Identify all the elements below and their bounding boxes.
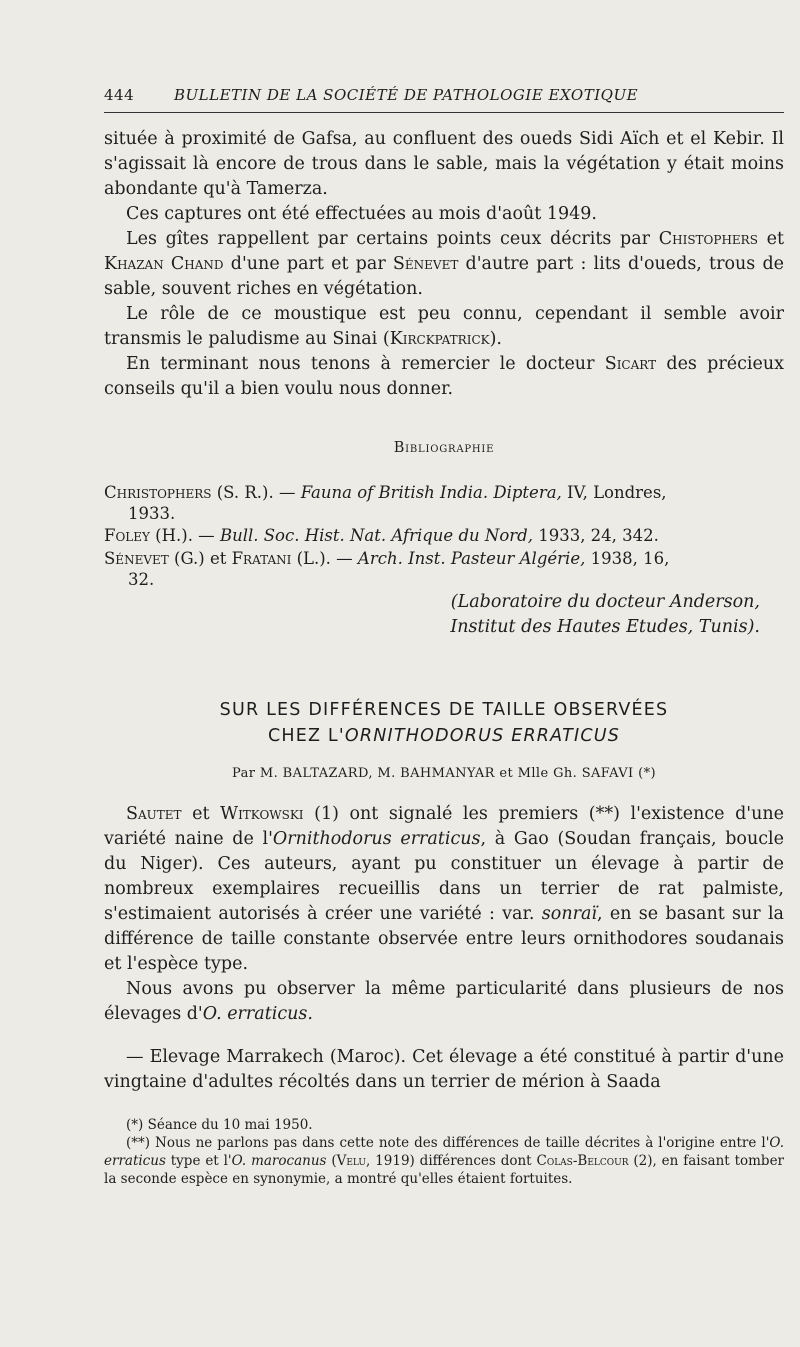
author-name: Foley [104, 526, 150, 545]
text-segment: type et l' [165, 1153, 232, 1169]
text-segment: et [757, 229, 785, 249]
affiliation-line: Institut des Hautes Etudes, Tunis). [450, 617, 760, 637]
page-number: 444 [104, 86, 135, 104]
author-name: Kirckpatrick [389, 329, 490, 349]
byline: Par M. BALTAZARD, M. BAHMANYAR et Mlle Gh. SAFAVI (*) [232, 766, 656, 781]
text-segment: et [181, 804, 221, 824]
text-segment: 1933, 24, 342. [532, 526, 659, 545]
paragraph-elevages [104, 977, 784, 1027]
author-name: Christophers [104, 483, 212, 502]
paragraph-gites [104, 227, 784, 302]
paragraph-captures: Ces captures ont été effectuées au mois d'août 1949. [126, 204, 597, 224]
text-segment: d'autre part : lits d'oueds, trous de sable, souvent riches en végétation. [104, 254, 784, 299]
author-name: Velu [336, 1153, 366, 1169]
paragraph-role [104, 302, 784, 352]
variety-name: sonraï [541, 904, 597, 924]
article-title-line: SUR LES DIFFÉRENCES DE TAILLE OBSERVÉES [219, 700, 669, 720]
text-segment: 1938, 16, [585, 549, 670, 568]
footnote-seance: (*) Séance du 10 mai 1950. [126, 1117, 313, 1133]
work-title: Bull. Soc. Hist. Nat. Afrique du Nord, [219, 526, 533, 545]
author-name: Chistophers [658, 229, 758, 249]
author-name: Khazan Chand [104, 254, 224, 274]
text-segment: Nous avons pu observer la même particularité dans plusieurs de nos élevages d' [104, 979, 784, 1024]
running-title: BULLETIN DE LA SOCIÉTÉ DE PATHOLOGIE EXOTIQUE [174, 86, 639, 104]
species-name: ORNITHODORUS ERRATICUS [344, 726, 621, 746]
author-name: Fratani [231, 549, 292, 568]
text-segment: IV, Londres, [561, 483, 667, 502]
paragraph-gafsa: située à proximité de Gafsa, au confluent des oueds Sidi Aïch et el Kebir. Il s'agissait là encore de trous dans le sable, mais la végétation y était moins abondante qu'à Tamerza. [104, 129, 784, 199]
text-segment: ( [326, 1153, 337, 1169]
footnote-differences [104, 1134, 784, 1188]
species-name: O. erraticus. [202, 1004, 313, 1024]
header-rule [104, 112, 784, 113]
paragraph-marrakech: — Elevage Marrakech (Maroc). Cet élevage a été constitué à partir d'une vingtaine d'adultes récoltés dans un terrier de mérion à Saada [104, 1047, 784, 1092]
species-name: O. erraticus [104, 1135, 784, 1169]
bibliography-entry [104, 548, 784, 590]
bib-continuation: 1933. [128, 504, 176, 523]
text-segment: , 1919) différences dont [366, 1153, 537, 1169]
author-name: Sicart [604, 354, 657, 374]
bib-line [104, 525, 784, 546]
text-segment: ). [489, 329, 502, 349]
bib-line [104, 548, 784, 569]
article-title-line [104, 726, 784, 746]
text-segment: des précieux conseils qu'il a bien voulu nous donner. [104, 354, 784, 399]
author-name: Sénevet [392, 254, 459, 274]
text-segment: d'une part et par [223, 254, 393, 274]
text-segment: (G.) et [168, 549, 232, 568]
text-segment: (H.). — [149, 526, 220, 545]
text-segment: CHEZ L' [267, 726, 345, 746]
text-segment: (L.). — [291, 549, 358, 568]
text-segment: (S. R.). — [211, 483, 301, 502]
author-name: Witkowski [220, 804, 304, 824]
text-segment: (1) ont signalé les premiers (**) l'existence d'une variété naine de l' [104, 804, 785, 849]
author-name: Sautet [126, 804, 182, 824]
species-name: Ornithodorus erraticus [272, 829, 481, 849]
bibliography-heading: Bibliographie [393, 440, 495, 456]
text-segment: , en se basant sur la différence de taille constante observée entre leurs ornithodores soudanais et l'espèce type. [104, 904, 784, 974]
affiliation-line: (Laboratoire du docteur Anderson, [450, 592, 760, 612]
bibliography-entry [104, 482, 784, 524]
author-name: Colas-Belcour [536, 1153, 629, 1169]
work-title: Arch. Inst. Pasteur Algérie, [357, 549, 586, 568]
text-segment: (2), en faisant tomber la seconde espèce en synonymie, a montré qu'elles étaient fortuites. [104, 1153, 785, 1187]
text-segment: , à Gao (Soudan français, boucle du Niger). Ces auteurs, ayant pu constituer un élevage à partir de nombreux exemplaires recueillis dans un terrier de rat palmiste, s'estimaient autorisés à créer une variété : var. [104, 829, 784, 924]
text-segment: (**) Nous ne parlons pas dans cette note des différences de taille décrites à l'origine entre l' [126, 1135, 770, 1151]
author-name: Sénevet [104, 549, 169, 568]
text-segment: Le rôle de ce moustique est peu connu, cependant il semble avoir transmis le paludisme au Sinai ( [104, 304, 784, 349]
bibliography-entry [104, 525, 784, 546]
bib-line [104, 482, 784, 503]
bib-continuation: 32. [128, 570, 155, 589]
paragraph-thanks [104, 352, 784, 402]
text-segment: Les gîtes rappellent par certains points ceux décrits par [126, 229, 659, 249]
affiliation [450, 590, 760, 640]
text-segment: En terminant nous tenons à remercier le docteur [126, 354, 605, 374]
paragraph-sautet [104, 802, 784, 977]
species-name: O. marocanus [231, 1153, 327, 1169]
work-title: Fauna of British India. Diptera, [300, 483, 562, 502]
